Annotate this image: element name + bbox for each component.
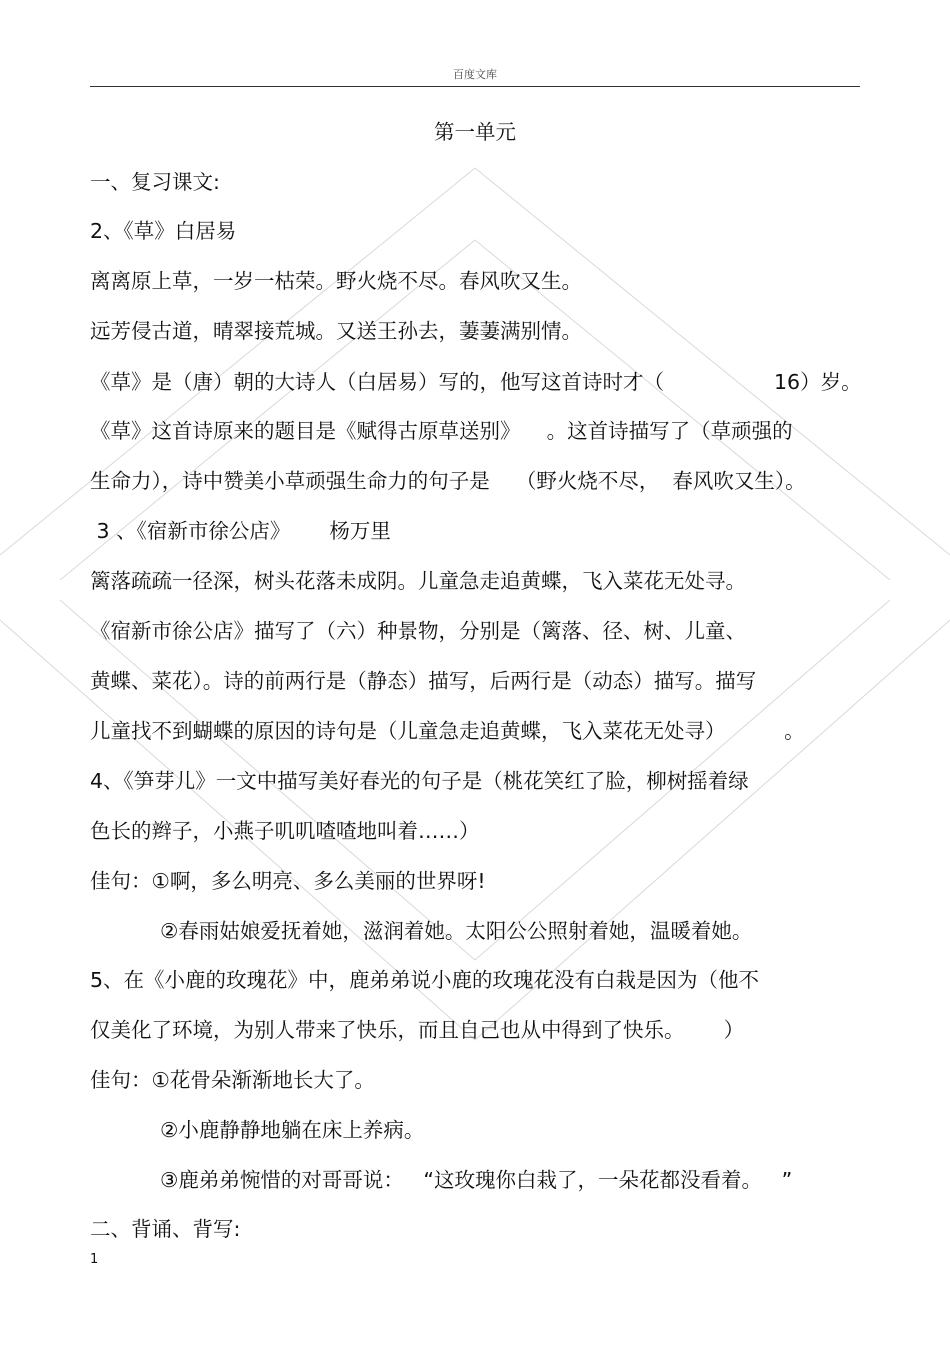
page-number: 1: [90, 1252, 99, 1267]
text-line: 3 、《宿新市徐公店》 杨万里: [90, 519, 391, 543]
text-line: 《宿新市徐公店》描写了（六）种景物，分别是（篱落、径、树、儿童、: [90, 619, 746, 643]
section-heading-review: 一、复习课文:: [90, 170, 220, 194]
section-heading-recite: 二、背诵、背写:: [90, 1217, 241, 1241]
text-line: 5、在《小鹿的玫瑰花》中，鹿弟弟说小鹿的玫瑰花没有白栽是因为（他不: [90, 968, 760, 992]
header-divider: [90, 86, 860, 87]
text-line: 儿童找不到蝴蝶的原因的诗句是（儿童急走追黄蝶，飞入菜花无处寻） 。: [90, 719, 805, 743]
text-line: 《草》是（唐）朝的大诗人（白居易）写的，他写这首诗时才（: [90, 370, 664, 394]
text-line: 仅美化了环境，为别人带来了快乐，而且自己也从中得到了快乐。 ）: [90, 1018, 745, 1042]
page-title: 第一单元: [434, 120, 516, 144]
text-line: 色长的辫子，小燕子叽叽喳喳地叫着……）: [90, 819, 480, 843]
text-line: 4、《笋芽儿》一文中描写美好春光的句子是（桃花笑红了脸，柳树摇着绿: [90, 769, 749, 793]
header-brand: 百度文库: [453, 68, 497, 81]
text-line: 远芳侵古道，晴翠接荒城。又送王孙去，萋萋满别情。: [90, 319, 582, 343]
text-line: 《草》这首诗原来的题目是《赋得古原草送别》 。这首诗描写了（草顽强的: [90, 419, 793, 443]
text-line: ②小鹿静静地躺在床上养病。: [160, 1118, 425, 1142]
text-line: 佳句：①啊，多么明亮、多么美丽的世界呀!: [90, 869, 486, 893]
text-line: 篱落疏疏一径深，树头花落未成阴。儿童急走追黄蝶，飞入菜花无处寻。: [90, 569, 746, 593]
text-line: 黄蝶、菜花）。诗的前两行是（静态）描写，后两行是（动态）描写。描写: [90, 669, 757, 693]
text-line: 生命力），诗中赞美小草顽强生命力的句子是 （野火烧不尽， 春风吹又生）。: [90, 469, 806, 493]
text-line: ③鹿弟弟惋惜的对哥哥说： “这玫瑰你白栽了，一朵花都没看着。 ”: [160, 1168, 793, 1192]
text-line-right: 16）岁。: [774, 370, 862, 394]
text-line: 佳句：①花骨朵渐渐地长大了。: [90, 1068, 375, 1092]
text-line: 离离原上草，一岁一枯荣。野火烧不尽。春风吹又生。: [90, 269, 582, 293]
text-line: 2、《草》白居易: [90, 219, 237, 243]
text-line: ②春雨姑娘爱抚着她，滋润着她。太阳公公照射着她，温暖着她。: [160, 919, 753, 943]
